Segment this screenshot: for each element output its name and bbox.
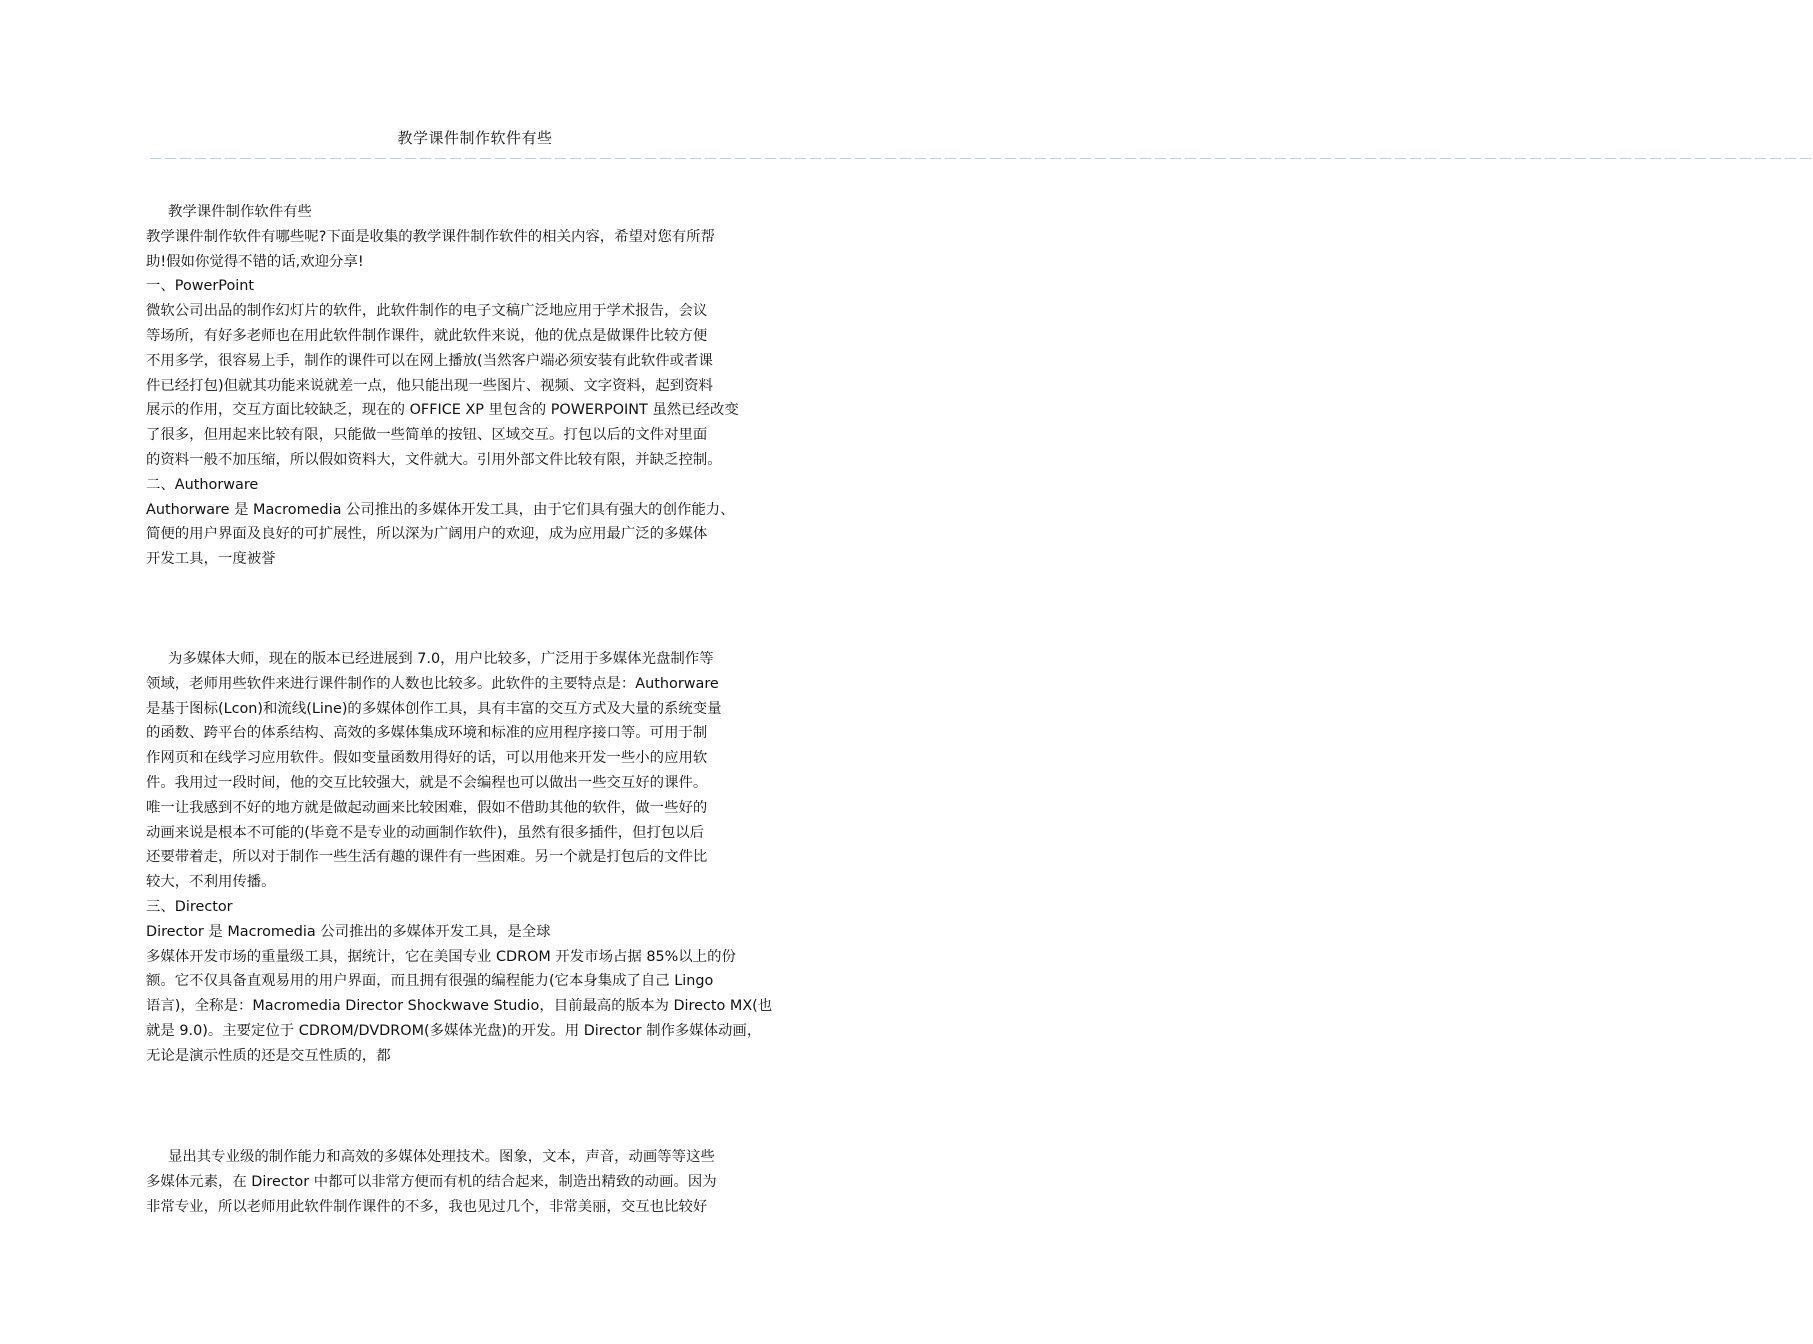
text-line: 展示的作用，交互方面比较缺乏，现在的 OFFICE XP 里包含的 POWERPOINT 虽然已经改变 bbox=[146, 402, 739, 419]
text-line: 作网页和在线学习应用软件。假如变量函数用得好的话，可以用他来开发一些小的应用软 bbox=[146, 750, 708, 767]
text-block-2 bbox=[146, 647, 818, 1069]
text-line: 语言)，全称是：Macromedia Director Shockwave Studio，目前最高的版本为 Directo MX(也 bbox=[146, 998, 773, 1015]
section-title-authorware: 二、Authorware bbox=[146, 476, 259, 493]
text-line: 还要带着走，所以对于制作一些生活有趣的课件有一些困难。另一个就是打包后的文件比 bbox=[146, 849, 708, 866]
section-title-director: 三、Director bbox=[146, 898, 233, 915]
text-line: 简便的用户界面及良好的可扩展性，所以深为广阔用户的欢迎，成为应用最广泛的多媒体 bbox=[146, 526, 708, 543]
header-divider: －－－－－－－－－－－－－－－－－－－－－－－－－－－－－－－－－－－－－－－－－－－－－－－－－－－－－－－－－－－－－－－－－－－－－－－－－－－－－－－－－－－－－－－－－－－－－－－－－－－－－－－－－－－－－－－ bbox=[148, 150, 1813, 168]
text-line: 件已经打包)但就其功能来说就差一点，他只能出现一些图片、视频、文字资料，起到资料 bbox=[146, 377, 713, 394]
text-line: 开发工具，一度被誉 bbox=[146, 551, 276, 568]
text-line: 了很多，但用起来比较有限，只能做一些简单的按钮、区域交互。打包以后的文件对里面 bbox=[146, 427, 708, 444]
text-block-3 bbox=[146, 1145, 818, 1219]
text-line: 无论是演示性质的还是交互性质的，都 bbox=[146, 1047, 391, 1064]
text-line: 较大，不利用传播。 bbox=[146, 874, 276, 891]
text-line: 动画来说是根本不可能的(毕竟不是专业的动画制作软件)，虽然有很多插件，但打包以后 bbox=[146, 824, 705, 841]
text-line: 教学课件制作软件有哪些呢?下面是收集的教学课件制作软件的相关内容，希望对您有所帮 bbox=[146, 228, 715, 245]
text-line: 等场所，有好多老师也在用此软件制作课件，就此软件来说，他的优点是做课件比较方便 bbox=[146, 327, 708, 344]
text-line: 的函数、跨平台的体系结构、高效的多媒体集成环境和标准的应用程序接口等。可用于制 bbox=[146, 725, 708, 742]
text-line: 是基于图标(Lcon)和流线(Line)的多媒体创作工具，具有丰富的交互方式及大量的系统变量 bbox=[146, 700, 722, 717]
section-title-powerpoint: 一、PowerPoint bbox=[146, 278, 255, 295]
text-line: 多媒体元素，在 Director 中都可以非常方便而有机的结合起来，制造出精致的动画。因为 bbox=[146, 1173, 717, 1190]
text-line: 助!假如你觉得不错的话,欢迎分享! bbox=[146, 253, 364, 270]
text-line: 微软公司出品的制作幻灯片的软件，此软件制作的电子文稿广泛地应用于学术报告，会议 bbox=[146, 303, 708, 320]
text-line: Director 是 Macromedia 公司推出的多媒体开发工具，是全球 bbox=[146, 923, 551, 940]
text-line: 件。我用过一段时间，他的交互比较强大，就是不会编程也可以做出一些交互好的课件。 bbox=[146, 774, 708, 791]
text-line: 为多媒体大师，现在的版本已经进展到 7.0，用户比较多，广泛用于多媒体光盘制作等 bbox=[168, 651, 714, 667]
text-line: Authorware 是 Macromedia 公司推出的多媒体开发工具，由于它们具有强大的创作能力、 bbox=[146, 501, 735, 518]
text-line: 显出其专业级的制作能力和高效的多媒体处理技术。图象，文本，声音，动画等等这些 bbox=[168, 1149, 715, 1165]
text-line: 就是 9.0)。主要定位于 CDROM/DVDROM(多媒体光盘)的开发。用 Director 制作多媒体动画， bbox=[146, 1022, 762, 1039]
text-block-1 bbox=[146, 200, 818, 572]
text-line: 额。它不仅具备直观易用的用户界面，而且拥有很强的编程能力(它本身集成了自己 Lingo bbox=[146, 973, 714, 990]
text-line: 不用多学，很容易上手，制作的课件可以在网上播放(当然客户端必须安装有此软件或者课 bbox=[146, 352, 713, 369]
text-line: 的资料一般不加压缩，所以假如资料大，文件就大。引用外部文件比较有限，并缺乏控制。 bbox=[146, 451, 722, 468]
text-line: 领域，老师用些软件来进行课件制作的人数也比较多。此软件的主要特点是：Authorware bbox=[146, 675, 719, 692]
page-header-title: 教学课件制作软件有些 bbox=[397, 129, 553, 147]
text-line: 多媒体开发市场的重量级工具，据统计，它在美国专业 CDROM 开发市场占据 85%以上的份 bbox=[146, 948, 736, 965]
text-line: 唯一让我感到不好的地方就是做起动画来比较困难，假如不借助其他的软件，做一些好的 bbox=[146, 799, 708, 816]
text-line: 非常专业，所以老师用此软件制作课件的不多，我也见过几个，非常美丽，交互也比较好 bbox=[146, 1198, 708, 1215]
article-heading: 教学课件制作软件有些 bbox=[168, 204, 312, 220]
